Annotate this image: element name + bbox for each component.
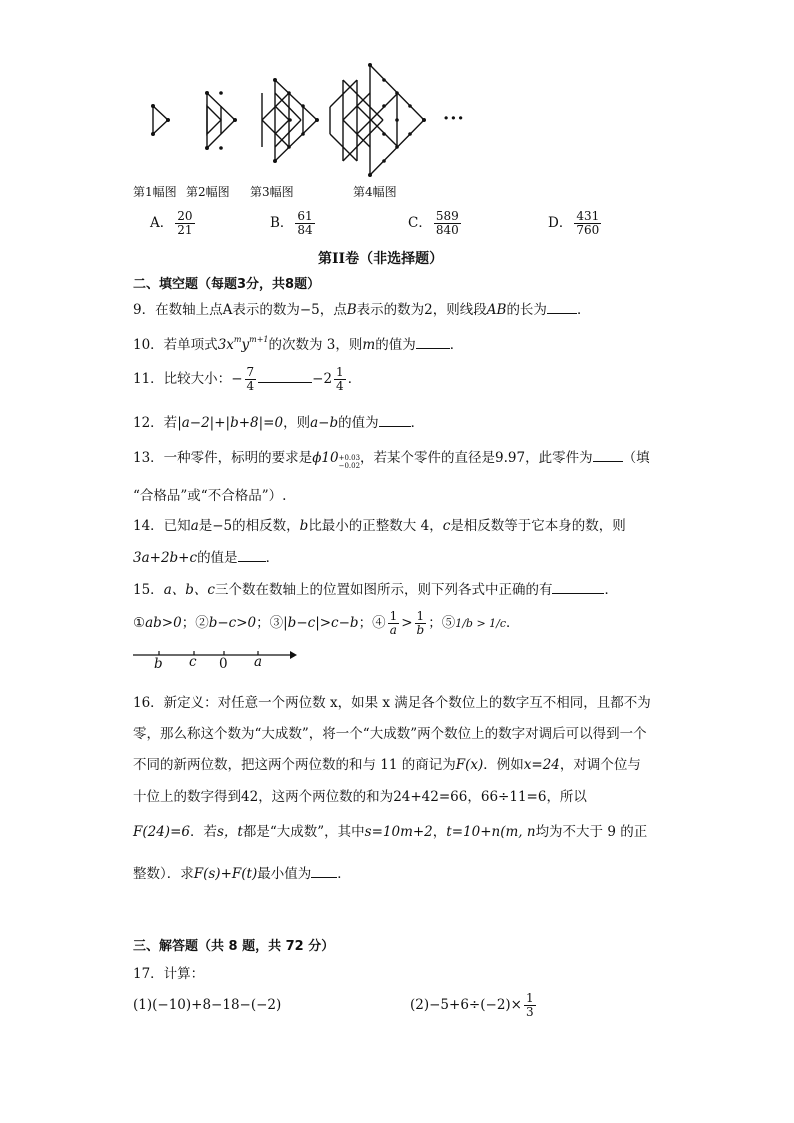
axis-label-c: c (189, 654, 197, 670)
triangle-figure (140, 60, 480, 178)
fig1-triangle (153, 106, 168, 134)
question-16-line3: 不同的新两位数，把这两个两位数的和与 11 的商记为F(x)．例如x=24，对调个位与 (133, 757, 641, 773)
axis-label-a: a (254, 654, 263, 670)
question-16-line6: 整数）．求F(s)+F(t)最小值为 ． (133, 866, 351, 882)
caption-1: 第1幅图 (133, 185, 177, 199)
option-c: C． $\frac{589}{840}$ (408, 209, 459, 238)
fig2-inner (207, 106, 221, 134)
section3-title: 三、解答题（共 8 题，共 72 分） (133, 939, 335, 954)
question-16-line5: F(24)=6．若s，t都是“大成数”，其中s=10m+2，t=10+n(m, n均为不大于 9 的正 (133, 824, 648, 840)
question-17-part1: (1)(−10)+8−18−(−2) (133, 997, 282, 1013)
question-12: 12．若|a−2|+|b+8|=0，则a−b的值为 ． (133, 415, 425, 431)
question-13-line2: “合格品”或“不合格品”）. (133, 488, 287, 504)
figure-ellipsis: ··· (443, 108, 465, 129)
caption-2: 第2幅图 (186, 185, 230, 199)
axis-label-0: 0 (219, 656, 228, 672)
question-16-line2: 零，那么称这个数为“大成数”，将一个“大成数”两个数位上的数字对调后可以得到一个 (133, 726, 647, 742)
question-17-title: 17．计算： (133, 966, 205, 982)
question-15: 15．a、b、c三个数在数轴上的位置如图所示，则下列各式中正确的有 ． (133, 582, 618, 598)
section2-title: 二、填空题（每题3分，共8题） (133, 277, 321, 292)
question-17-part2: (2)−5+6÷(−2)× $\frac{1}{3}$ (410, 991, 534, 1020)
question-10: 10．若单项式$3x^my^{m+1}$的次数为 3，则m的值为 ． (133, 335, 464, 353)
axis-label-b: b (154, 656, 163, 672)
caption-4: 第4幅图 (353, 185, 397, 199)
question-14-line2: 3a+2b+c的值是 ． (133, 550, 280, 566)
question-14: 14．已知a是−5的相反数，b比最小的正整数大 4，c是相反数等于它本身的数，则 (133, 518, 626, 534)
question-9: 9．在数轴上点A表示的数为−5，点B表示的数为2，则线段AB的长为 ． (133, 302, 591, 318)
fig3-outer (275, 80, 317, 161)
part2-title: 第II卷（非选择题） (318, 251, 444, 267)
option-b: B． $\frac{61}{84}$ (270, 209, 313, 238)
question-11: 11．比较大小：− $\frac{7}{4}$ −2 $\frac{1}{4}$ ． (133, 365, 362, 394)
question-16-line1: 16．新定义：对任意一个两位数 x，如果 x 满足各个数位上的数字互不相同，且都不为 (133, 695, 651, 711)
question-16-line4: 十位上的数字得到42，这两个两位数的和为24+42=66，66÷11=6，所以 (133, 789, 587, 805)
question-13: 13．一种零件，标明的要求是ϕ10 +0.03 −0.02 ，若某个零件的直径是9.97，此零件为 （填 (133, 450, 650, 470)
option-d: D． $\frac{431}{760}$ (548, 209, 600, 238)
caption-3: 第3幅图 (250, 185, 294, 199)
question-15-options: ①ab>0；②b−c>0；③|b−c|>c−b；④ $\frac{1}{a}$ > $\frac{1}{b}$ ；⑤1/b > 1/c． (133, 609, 520, 638)
option-a: A． $\frac{20}{21}$ (150, 209, 193, 238)
